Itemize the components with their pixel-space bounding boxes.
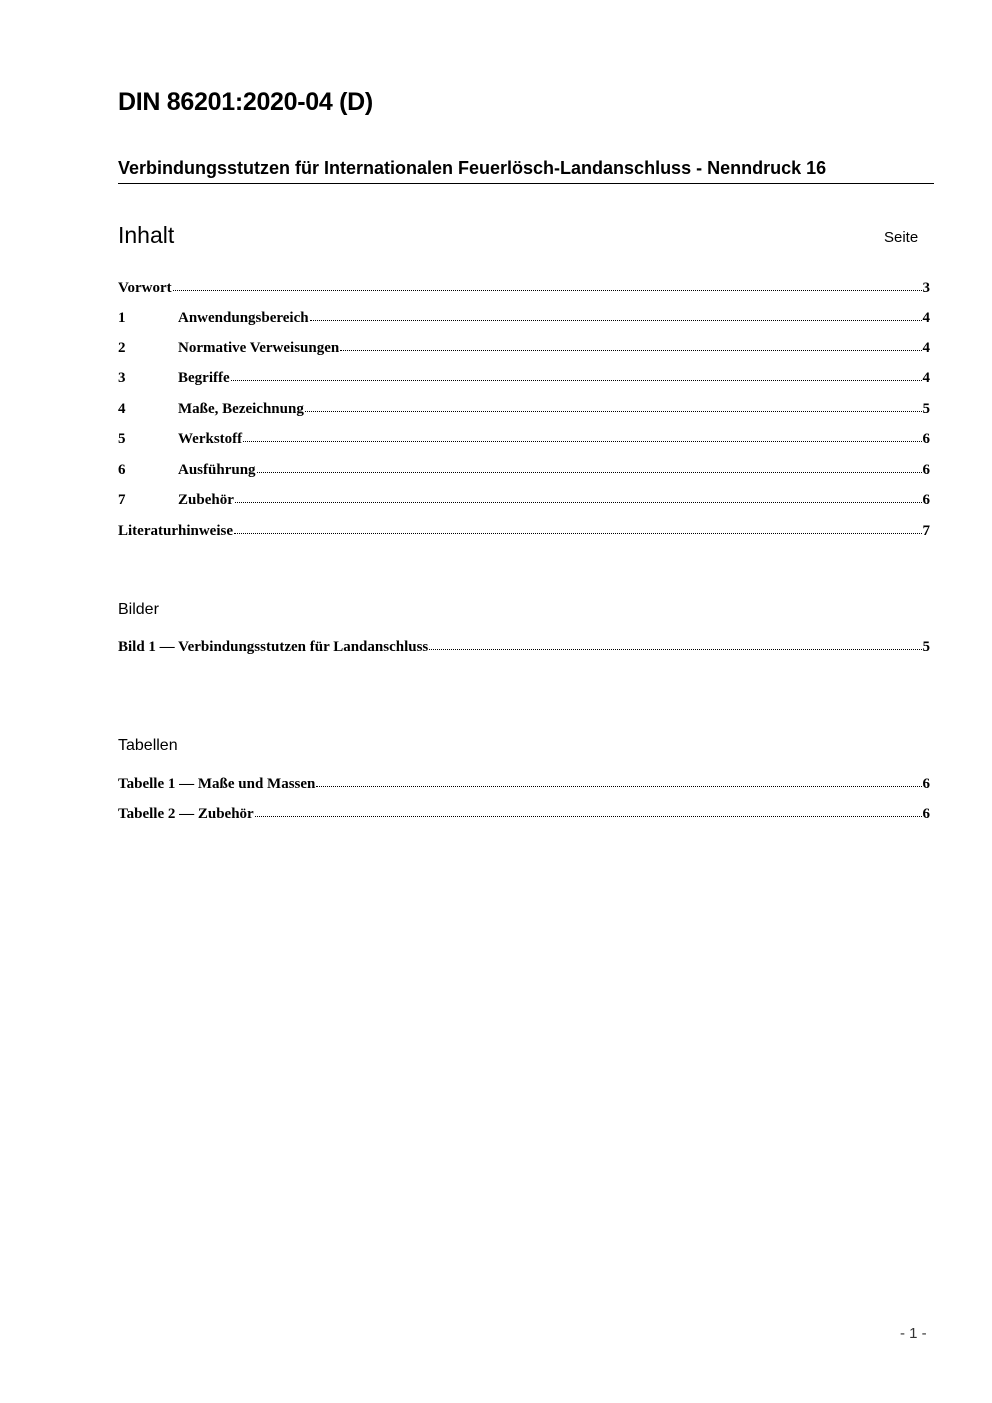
toc-entry-title: Anwendungsbereich bbox=[178, 310, 309, 326]
tables-heading: Tabellen bbox=[118, 737, 178, 754]
toc-entry-number: 7 bbox=[118, 492, 126, 508]
toc-entry-vorwort[interactable] bbox=[118, 280, 930, 300]
toc-entry-1[interactable] bbox=[118, 310, 930, 330]
table-entry-2[interactable] bbox=[118, 806, 930, 826]
figures-heading: Bilder bbox=[118, 601, 159, 618]
leader-dots bbox=[305, 407, 922, 412]
leader-dots bbox=[243, 437, 921, 442]
toc-entry-title: Maße, Bezeichnung bbox=[178, 401, 304, 417]
leader-dots bbox=[340, 346, 921, 351]
leader-dots bbox=[235, 498, 922, 503]
title-rule bbox=[118, 183, 934, 184]
toc-entry-4[interactable] bbox=[118, 401, 930, 421]
leader-dots bbox=[316, 782, 921, 787]
toc-entry-page: 4 bbox=[922, 370, 930, 386]
toc-entry-number: 3 bbox=[118, 370, 126, 386]
leader-dots bbox=[173, 286, 922, 291]
toc-entry-page: 3 bbox=[922, 280, 930, 296]
toc-entry-3[interactable] bbox=[118, 370, 930, 390]
document-subtitle: Verbindungsstutzen für Internationalen Feuerlösch-Landanschluss - Nenndruck 16 bbox=[118, 158, 827, 178]
toc-entry-5[interactable] bbox=[118, 431, 930, 451]
toc-entry-title: Zubehör bbox=[178, 492, 234, 508]
toc-entry-6[interactable] bbox=[118, 462, 930, 482]
toc-entry-page: 6 bbox=[922, 462, 930, 478]
toc-entry-title: Werkstoff bbox=[178, 431, 243, 447]
figure-entry-title: Bild 1 — Verbindungsstutzen für Landanschluss bbox=[118, 639, 429, 655]
leader-dots bbox=[310, 316, 922, 321]
toc-entry-title: Literaturhinweise bbox=[118, 523, 233, 539]
table-entry-title: Tabelle 1 — Maße und Massen bbox=[118, 776, 316, 792]
table-entry-title: Tabelle 2 — Zubehör bbox=[118, 806, 254, 822]
toc-entry-title: Begriffe bbox=[178, 370, 230, 386]
leader-dots bbox=[255, 812, 922, 817]
page-number: - 1 - bbox=[900, 1325, 927, 1342]
leader-dots bbox=[231, 376, 922, 381]
toc-entry-number: 5 bbox=[118, 431, 126, 447]
toc-entry-2[interactable] bbox=[118, 340, 930, 360]
toc-entry-page: 6 bbox=[922, 492, 930, 508]
toc-entry-number: 2 bbox=[118, 340, 126, 356]
leader-dots bbox=[257, 468, 922, 473]
toc-entry-page: 7 bbox=[922, 523, 930, 539]
toc-entry-page: 5 bbox=[922, 401, 930, 417]
toc-entry-number: 1 bbox=[118, 310, 126, 326]
page-column-label: Seite bbox=[884, 229, 919, 246]
table-entry-1[interactable] bbox=[118, 776, 930, 796]
leader-dots bbox=[429, 645, 921, 650]
figure-entry-page: 5 bbox=[922, 639, 930, 655]
toc-entry-page: 4 bbox=[922, 340, 930, 356]
toc-entry-literaturhinweise[interactable] bbox=[118, 523, 930, 543]
figure-entry-1[interactable] bbox=[118, 639, 930, 659]
toc-entry-title: Vorwort bbox=[118, 280, 172, 296]
toc-entry-number: 4 bbox=[118, 401, 126, 417]
toc-entry-page: 6 bbox=[922, 431, 930, 447]
toc-entry-7[interactable] bbox=[118, 492, 930, 512]
leader-dots bbox=[234, 529, 922, 534]
table-entry-page: 6 bbox=[922, 776, 930, 792]
toc-heading: Inhalt bbox=[118, 222, 175, 248]
document-id: DIN 86201:2020-04 (D) bbox=[118, 88, 373, 116]
toc-entry-page: 4 bbox=[922, 310, 930, 326]
toc-entry-title: Normative Verweisungen bbox=[178, 340, 340, 356]
toc-entry-title: Ausführung bbox=[178, 462, 256, 478]
table-entry-page: 6 bbox=[922, 806, 930, 822]
toc-entry-number: 6 bbox=[118, 462, 126, 478]
